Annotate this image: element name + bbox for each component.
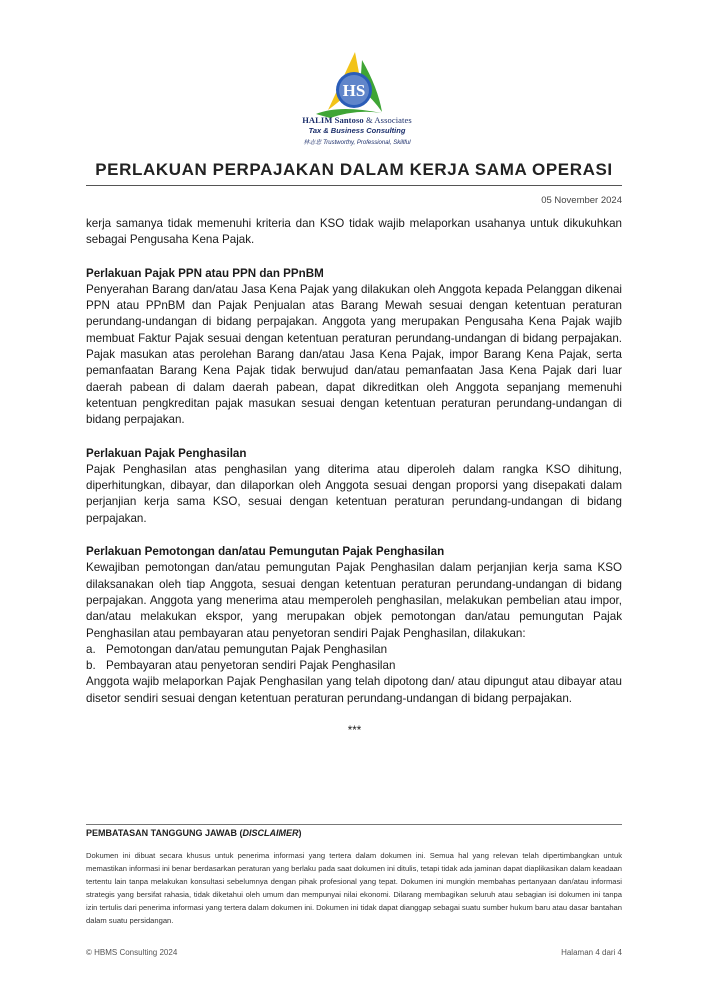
svg-text:HS: HS [342, 81, 366, 100]
title-divider [86, 185, 622, 186]
footer-page-number: Halaman 4 dari 4 [561, 948, 622, 957]
firm-tagline: 林志忠 Trustworthy, Professional, Skillful [303, 140, 411, 146]
document-body [86, 216, 622, 739]
intro-paragraph: kerja samanya tidak memenuhi kriteria dan KSO tidak wajib melaporkan usahanya untuk dikukuhkan sebagai Pengusaha Kena Pajak. [86, 217, 622, 247]
list-item: a. Pemotongan dan/atau pemungutan Pajak Penghasilan [86, 642, 388, 656]
section-closing-withholding: Anggota wajib melaporkan Pajak Penghasilan yang telah dipotong dan/ atau dipungut atau dibayar atau disetor sendiri sesuai dengan ketentuan peraturan perundang-undangan di bidang perpajakan. [86, 675, 622, 705]
disclaimer-divider [86, 824, 622, 825]
document-date: 05 November 2024 [541, 195, 622, 206]
disclaimer-text: Dokumen ini dibuat secara khusus untuk penerima informasi yang tertera dalam dokumen ini. Semua hal yang relevan telah dipertimbangkan untuk memastikan informasi ini benar berdasarkan peraturan yang berlaku pada saat dokumen ini ditulis, tetapi tidak ada jaminan dapat diaplikasikan dalam keadaan tertentu lain tanpa melakukan konsultasi sebelumnya dengan pihak profesional yang tepat. Dokumen ini mungkin membahas pertanyaan dan/atau informasi strategis yang bersifat rahasia, tidak diketahui oleh umum dan mempunyai nilai ekonomi. Dilarang membagikan seluruh atau sebagian isi dokumen ini tanpa izin tertulis dari penerima informasi yang tertera dalam dokumen ini. Dokumen ini tidak dapat dianggap sebagai suatu sumber hukum baru atau dasar bantahan dalam suatu persidangan. [86, 851, 622, 926]
firm-name: HALIM Santoso & Associates [302, 115, 412, 125]
list-item: b. Pembayaran atau penyetoran sendiri Pajak Penghasilan [86, 659, 396, 673]
document-title: PERLAKUAN PERPAJAKAN DALAM KERJA SAMA OPERASI [95, 160, 613, 179]
section-text-ppn: Penyerahan Barang dan/atau Jasa Kena Pajak yang dilakukan oleh Anggota kepada Pelanggan dikenai PPN atau PPnBM dan Pajak Penjualan atas Barang Mewah sesuai dengan ketentuan peraturan perundang-undangan di bidang perpajakan. Anggota yang merupakan Pengusaha Kena Pajak wajib membuat Faktur Pajak sesuai dengan ketentuan peraturan perundang-undangan di bidang perpajakan. Pajak masukan atas perolehan Barang dan/atau Jasa Kena Pajak, impor Barang Kena Pajak, serta pemanfaatan Barang Kena Pajak tidak berwujud dan/atau pemanfaatan Jasa Kena Pajak dari luar daerah pabean di dalam daerah pabean, dapat dikreditkan oleh Anggota sepanjang memenuhi ketentuan pengkreditan pajak masukan sesuai dengan ketentuan peraturan perundang-undangan di bidang perpajakan. [86, 282, 622, 427]
section-heading-pph: Perlakuan Pajak Penghasilan [86, 446, 247, 460]
withholding-list [86, 642, 622, 675]
section-heading-withholding: Perlakuan Pemotongan dan/atau Pemungutan Pajak Penghasilan [86, 545, 445, 559]
end-mark: *** [347, 724, 361, 738]
firm-subtitle: Tax & Business Consulting [308, 126, 406, 135]
section-heading-ppn: Perlakuan Pajak PPN atau PPN dan PPnBM [86, 266, 324, 280]
disclaimer-title: PEMBATASAN TANGGUNG JAWAB (DISCLAIMER) [86, 828, 302, 838]
footer-copyright: © HBMS Consulting 2024 [86, 948, 178, 957]
section-text-withholding: Kewajiban pemotongan dan/atau pemungutan Pajak Penghasilan dalam perjanjian kerja sama KSO dilaksanakan oleh tiap Anggota, sesuai dengan ketentuan peraturan perundang-undangan di bidang perpajakan. Anggota yang menerima atau memperoleh penghasilan, melakukan pembelian atau impor, dan/atau melakukan ekspor, yang merupakan objek pemotongan dan/atau pemungutan Pajak Penghasilan atau pembayaran atau penyetoran sendiri Pajak Penghasilan, dilakukan: [86, 561, 622, 640]
section-text-pph: Pajak Penghasilan atas penghasilan yang diterima atau diperoleh dalam rangka KSO dihitung, diperhitungkan, dibayar, dan dilaporkan oleh Anggota sesuai dengan proporsi yang disepakati dalam perjanjian kerja sama KSO, sesuai dengan ketentuan peraturan perundang-undangan di bidang perpajakan. [86, 462, 622, 525]
